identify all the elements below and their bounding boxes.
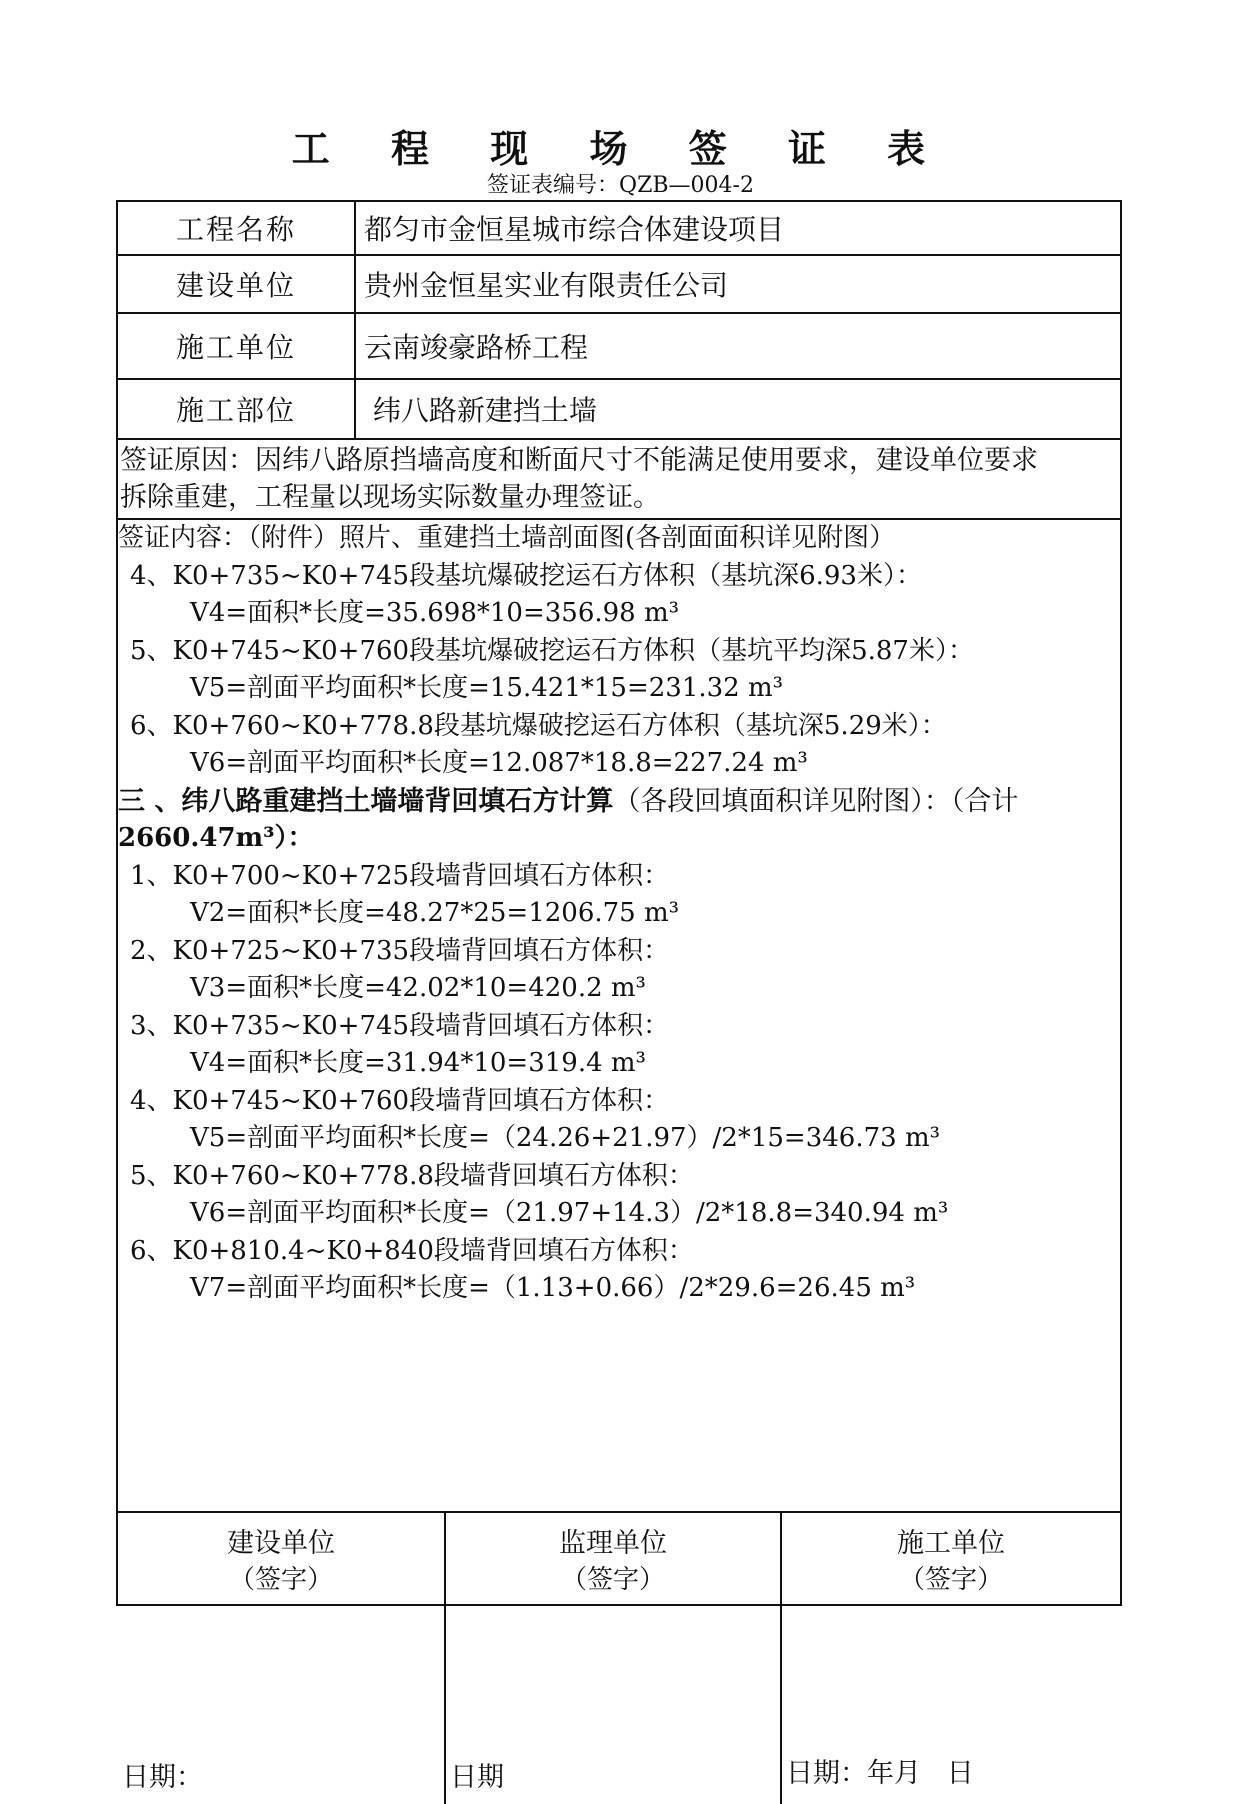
value-project-name: 都匀市金恒星城市综合体建设项目 (364, 213, 785, 246)
form-code: 签证表编号：QZB—004-2 (487, 173, 754, 198)
value-contractor: 云南竣豪路桥工程 (364, 331, 589, 364)
content-line: 3、K0+735~K0+745段墙背回填石方体积： (130, 1010, 670, 1041)
label-project-name: 工程名称 (118, 202, 356, 254)
signature-area (118, 1513, 1120, 1804)
signature-owner (118, 1513, 446, 1804)
signature-owner-role: 建设单位 (227, 1528, 335, 1559)
content-line: 6、K0+810.4~K0+840段墙背回填石方体积： (130, 1235, 694, 1266)
signature-supervisor (446, 1513, 782, 1804)
page-title: 工 程 现 场 签 证 表 (291, 126, 950, 171)
reason-line-2: 拆除重建，工程量以现场实际数量办理签证。 (120, 482, 660, 513)
signature-owner-date: 日期： (122, 1762, 203, 1793)
content-line: V4=面积*长度=35.698*10=356.98 m³ (190, 598, 680, 628)
section3-total: 2660.47m³）： (118, 823, 314, 853)
reason-line-1: 签证原因：因纬八路原挡墙高度和断面尺寸不能满足使用要求，建设单位要求 (120, 445, 1038, 476)
signature-owner-sign: （签字） (228, 1565, 333, 1595)
content-line: 5、K0+760~K0+778.8段墙背回填石方体积： (130, 1160, 694, 1191)
section3-bold: 三 、纬八路重建挡土墙墙背回填石方计算 (118, 785, 614, 817)
signature-contractor-role: 施工单位 (897, 1528, 1005, 1559)
row-content (118, 520, 1120, 1513)
content-line: 4、K0+745~K0+760段墙背回填石方体积： (130, 1085, 670, 1116)
content-line: V3=面积*长度=42.02*10=420.2 m³ (190, 973, 646, 1003)
content-line: V5=剖面平均面积*长度=15.421*15=231.32 m³ (190, 673, 784, 703)
row-contractor (118, 314, 1120, 380)
value-owner: 贵州金恒星实业有限责任公司 (364, 269, 729, 302)
content-line: V7=剖面平均面积*长度=（1.13+0.66）/2*29.6=26.45 m³ (190, 1273, 916, 1303)
content-line: V4=面积*长度=31.94*10=319.4 m³ (190, 1048, 646, 1078)
label-location: 施工部位 (118, 380, 356, 438)
content-intro: 签证内容：（附件）照片、重建挡土墙剖面图(各剖面面积详见附图） (118, 523, 896, 553)
section3-rest: （各段回填面积详见附图）：（合计 (613, 785, 1019, 817)
content-line: V2=面积*长度=48.27*25=1206.75 m³ (190, 898, 680, 928)
label-owner: 建设单位 (118, 256, 356, 312)
reason-text (118, 440, 1120, 518)
row-location (118, 380, 1120, 440)
content-line: V6=剖面平均面积*长度=（21.97+14.3）/2*18.8=340.94 m³ (190, 1198, 949, 1228)
signature-supervisor-date: 日期 (450, 1762, 504, 1793)
signature-supervisor-sign: （签字） (560, 1565, 665, 1595)
row-owner (118, 256, 1120, 314)
content-line: 5、K0+745~K0+760段基坑爆破挖运石方体积（基坑平均深5.87米）： (130, 635, 974, 666)
label-contractor: 施工单位 (118, 314, 356, 378)
signature-contractor (782, 1513, 1120, 1804)
signature-contractor-date: 日期：年月 日 (786, 1758, 974, 1789)
content-line: 2、K0+725~K0+735段墙背回填石方体积： (130, 935, 670, 966)
row-project-name (118, 202, 1120, 256)
content-line: 6、K0+760~K0+778.8段基坑爆破挖运石方体积（基坑深5.29米）： (130, 710, 947, 741)
content-line: V5=剖面平均面积*长度=（24.26+21.97）/2*15=346.73 m³ (190, 1123, 941, 1153)
value-location: 纬八路新建挡土墙 (364, 394, 597, 427)
row-reason (118, 440, 1120, 520)
content-line: 4、K0+735~K0+745段基坑爆破挖运石方体积（基坑深6.93米）： (130, 560, 922, 591)
content-line: 1、K0+700~K0+725段墙背回填石方体积： (130, 860, 670, 891)
signature-contractor-sign: （签字） (898, 1565, 1003, 1595)
content-text (118, 520, 1120, 1308)
content-line: V6=剖面平均面积*长度=12.087*18.8=227.24 m³ (190, 748, 808, 778)
visa-form-table (116, 200, 1122, 1793)
signature-supervisor-role: 监理单位 (559, 1528, 667, 1559)
section3-heading (118, 783, 1120, 821)
